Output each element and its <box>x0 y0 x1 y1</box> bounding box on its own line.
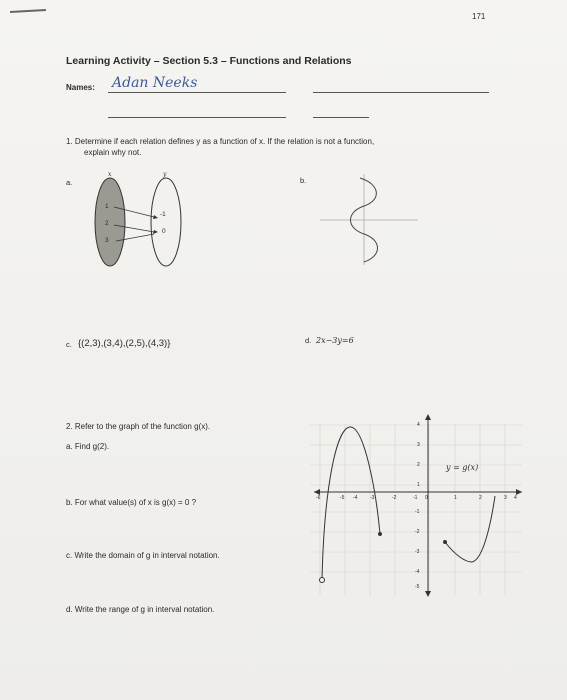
mapping-domain-2: 2 <box>105 220 109 227</box>
y-tick: -2 <box>415 529 420 535</box>
mapping-domain-3: 3 <box>105 237 109 244</box>
q1-prompt: 1. Determine if each relation defines y as a function of x. If the relation is not a function, <box>66 137 375 146</box>
q2d: d. Write the range of g in interval notation. <box>66 605 215 614</box>
x-tick: -5 <box>340 495 345 501</box>
name-line-4 <box>313 117 369 118</box>
x-tick: -4 <box>353 495 358 501</box>
x-tick: -3 <box>370 495 375 501</box>
page-title: Learning Activity – Section 5.3 – Functions and Relations <box>66 55 352 67</box>
corner-mark <box>10 9 46 13</box>
y-tick: -1 <box>415 509 420 515</box>
name-line-1 <box>108 92 286 93</box>
x-tick: 2 <box>479 495 482 501</box>
page-number: 171 <box>472 12 486 21</box>
y-tick: -5 <box>415 584 420 590</box>
mapping-y-header: y <box>163 171 167 178</box>
q1-prompt-cont: explain why not. <box>84 148 142 157</box>
q1c-label: c. <box>66 340 72 349</box>
q1d-equation: 2x−3y=6 <box>316 336 354 345</box>
mapping-x-header: x <box>108 171 112 178</box>
graph-function-label: y = g(x) <box>446 463 479 472</box>
x-tick: -1 <box>413 495 418 501</box>
mapping-range-1: -1 <box>160 211 166 218</box>
y-tick-labels <box>415 410 427 610</box>
y-tick: 2 <box>417 462 420 468</box>
names-label: Names: <box>66 83 95 92</box>
student-name-handwritten: Adan Neeks <box>112 75 198 91</box>
name-line-3 <box>108 117 286 118</box>
mapping-range-2: 0 <box>162 228 166 235</box>
q1c-set: {(2,3),(3,4),(2,5),(4,3)} <box>78 338 171 349</box>
x-tick: 4 <box>514 495 517 501</box>
relation-graph-b <box>320 172 420 267</box>
y-tick: -4 <box>415 569 420 575</box>
q2-prompt: 2. Refer to the graph of the function g(x). <box>66 422 211 431</box>
x-tick: -2 <box>392 495 397 501</box>
y-tick: 3 <box>417 442 420 448</box>
q1b-label: b. <box>300 176 307 185</box>
x-tick: 0 <box>425 495 428 501</box>
q2c: c. Write the domain of g in interval notation. <box>66 551 220 560</box>
x-tick: 3 <box>504 495 507 501</box>
name-line-2 <box>313 92 489 93</box>
q2b: b. For what value(s) of x is g(x) = 0 ? <box>66 498 197 507</box>
y-tick: -3 <box>415 549 420 555</box>
y-tick: 4 <box>417 422 420 428</box>
q2a: a. Find g(2). <box>66 442 110 451</box>
x-tick: 1 <box>454 495 457 501</box>
mapping-domain-1: 1 <box>105 203 109 210</box>
q1a-label: a. <box>66 178 73 187</box>
y-tick: 1 <box>417 482 420 488</box>
q1d-label: d. <box>305 336 312 345</box>
x-tick: -6 <box>316 495 321 501</box>
